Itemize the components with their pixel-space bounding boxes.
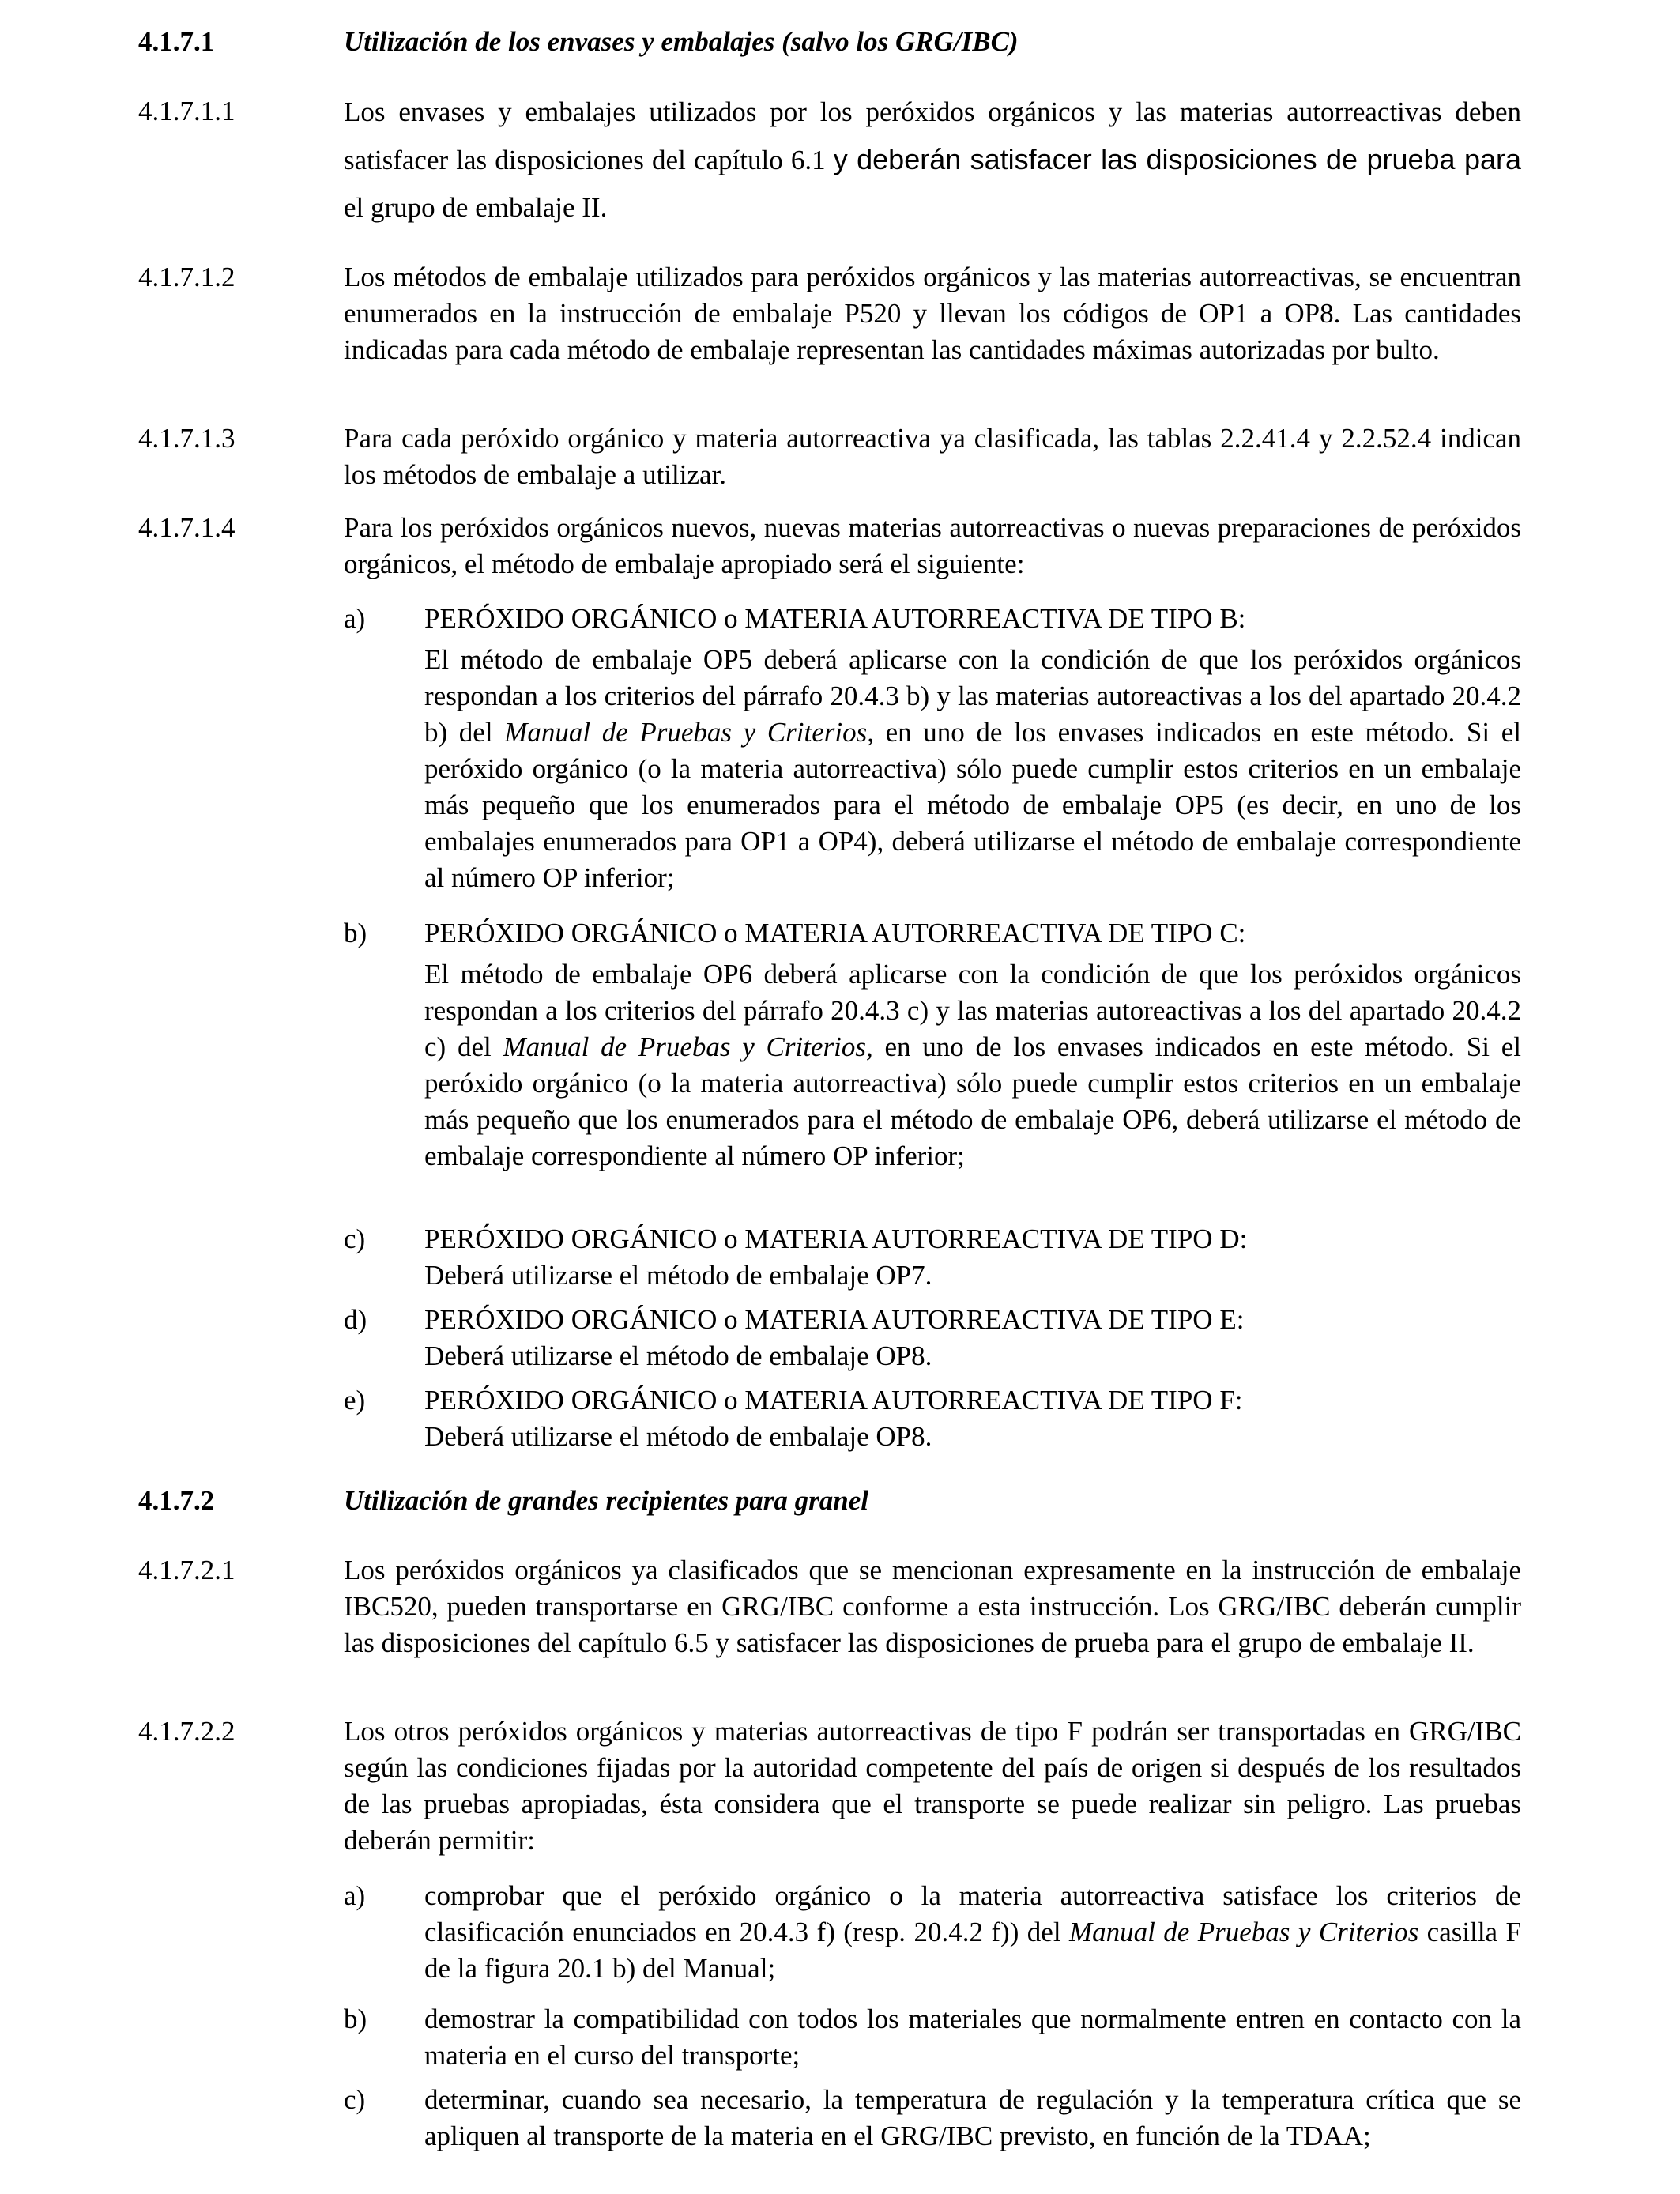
list-item-body: Deberá utilizarse el método de embalaje OP7. [424,1260,932,1291]
paragraph-text: Los peróxidos orgánicos ya clasificados que se mencionan expresamente en la instrucción de embalaje IBC520, pueden transportarse en GRG/IBC conforme a esta instrucción. Los GRG/IBC deberán cumplir las disposiciones del capítulo 6.5 y satisfacer las disposiciones de prueba para el grupo de embalaje II. [344,1555,1521,1658]
list-item-text [424,915,1521,1174]
list-item-body-part: en uno de los envases indicados en este método. Si el peróxido orgánico (o la materia autorreactiva) sólo puede cumplir estos criterios en un embalaje más pequeño que los enumerados para el método de embalaje OP5 (es decir, en uno de los embalajes enumerados para OP1 a OP4), deberá utilizarse el método de embalaje correspondiente al número OP inferior; [424,717,1521,893]
inserted-text-sans: y deberán satisfacer las disposiciones de prueba para [833,143,1521,175]
list-item-text [424,1302,1521,1374]
paragraph-text: Los métodos de embalaje utilizados para peróxidos orgánicos y las materias autorreactivas, se encuentran enumerados en la instrucción de embalaje P520 y llevan los códigos de OP1 a OP8. Las cantidades indicadas para cada método de embalaje representan las cantidades máximas autorizadas por bulto. [344,262,1521,365]
list-item-body: Deberá utilizarse el método de embalaje OP8. [424,1421,932,1452]
list-item-body [424,956,1521,1174]
paragraph-number: 4.1.7.1.1 [138,96,235,126]
list-item-body-part: comprobar que el peróxido orgánico o la materia autorreactiva satisface los criterios de clasificación enunciados en 20.4.3 f) (resp. 20.4.2 f)) del [424,1880,1521,1947]
list-item-body-part: en uno de los envases indicados en este método. Si el peróxido orgánico (o la materia autorreactiva) sólo puede cumplir estos criterios en un embalaje más pequeño que los enumerados para el método de embalaje OP6, deberá utilizarse el método de embalaje correspondiente al número OP inferior; [424,1031,1521,1171]
list-item-text [424,1221,1521,1294]
list-item-text: demostrar la compatibilidad con todos los materiales que normalmente entren en contacto con la materia en el curso del transporte; [424,2004,1521,2071]
list-item-label: b) [344,918,367,948]
section-number: 4.1.7.2 [138,1485,215,1516]
list-item-body [424,642,1521,896]
paragraph-text: Para cada peróxido orgánico y materia autorreactiva ya clasificada, las tablas 2.2.41.4 y 2.2.52.4 indican los métodos de embalaje a utilizar. [344,423,1521,490]
list-item-text: determinar, cuando sea necesario, la temperatura de regulación y la temperatura crítica que se apliquen al transporte de la materia en el GRG/IBC previsto, en función de la TDAA; [424,2084,1521,2151]
paragraph-number: 4.1.7.1.3 [138,423,235,454]
list-item-label: c) [344,1223,366,1254]
section-title: Utilización de los envases y embalajes (salvo los GRG/IBC) [344,26,1019,57]
list-item-heading: PERÓXIDO ORGÁNICO o MATERIA AUTORREACTIVA DE TIPO E: [424,1304,1245,1335]
list-item-label: d) [344,1304,367,1335]
paragraph-number: 4.1.7.1.4 [138,512,235,543]
paragraph-number: 4.1.7.2.2 [138,1716,235,1747]
list-item-text [424,1382,1521,1455]
list-item-body: Deberá utilizarse el método de embalaje OP8. [424,1340,932,1371]
paragraph-text-part: Los envases y embalajes utilizados por los peróxidos orgánicos y las materias autorreactivas deben satisfacer las disposiciones del capítulo 6.1 [344,96,1521,175]
list-item-label: e) [344,1385,366,1416]
list-item-text [424,601,1521,896]
section-title: Utilización de grandes recipientes para granel [344,1485,869,1516]
manual-title-italic: Manual de Pruebas y Criterios [1068,1917,1419,1947]
paragraph-text: Los otros peróxidos orgánicos y materias autorreactivas de tipo F podrán ser transportadas en GRG/IBC según las condiciones fijadas por la autoridad competente del país de origen si después de los resultados de las pruebas apropiadas, ésta considera que el transporte se puede realizar sin peligro. Las pruebas deberán permitir: [344,1716,1521,1856]
list-item-label: a) [344,1880,366,1911]
paragraph-number: 4.1.7.2.1 [138,1555,235,1585]
list-item-heading: PERÓXIDO ORGÁNICO o MATERIA AUTORREACTIVA DE TIPO D: [424,1223,1248,1254]
list-item-body-part: casilla F de la figura 20.1 b) del Manual; [424,1917,1521,1984]
list-item-label: b) [344,2004,367,2034]
paragraph-text [344,89,1521,232]
list-item-heading: PERÓXIDO ORGÁNICO o MATERIA AUTORREACTIVA DE TIPO F: [424,1385,1243,1416]
paragraph-text-part: el grupo de embalaje II. [344,192,608,223]
list-item-body-part: El método de embalaje OP5 deberá aplicarse con la condición de que los peróxidos orgánicos respondan a los criterios del párrafo 20.4.3 b) y las materias autoreactivas a los del apartado 20.4.2 b) del [424,644,1521,748]
list-item-label: a) [344,603,366,634]
paragraph-number: 4.1.7.1.2 [138,262,235,292]
list-item-heading: PERÓXIDO ORGÁNICO o MATERIA AUTORREACTIVA DE TIPO C: [424,918,1246,948]
manual-title-italic: Manual de Pruebas y Criterios, [503,1031,873,1062]
list-item-heading: PERÓXIDO ORGÁNICO o MATERIA AUTORREACTIVA DE TIPO B: [424,603,1246,634]
section-number: 4.1.7.1 [138,26,215,57]
list-item-text [424,1878,1521,1987]
manual-title-italic: Manual de Pruebas y Criterios, [504,717,874,748]
paragraph-text: Para los peróxidos orgánicos nuevos, nuevas materias autorreactivas o nuevas preparaciones de peróxidos orgánicos, el método de embalaje apropiado será el siguiente: [344,512,1521,579]
list-item-label: c) [344,2084,366,2115]
list-item-body-part: El método de embalaje OP6 deberá aplicarse con la condición de que los peróxidos orgánicos respondan a los criterios del párrafo 20.4.3 c) y las materias autoreactivas a los del apartado 20.4.2 c) del [424,959,1521,1062]
